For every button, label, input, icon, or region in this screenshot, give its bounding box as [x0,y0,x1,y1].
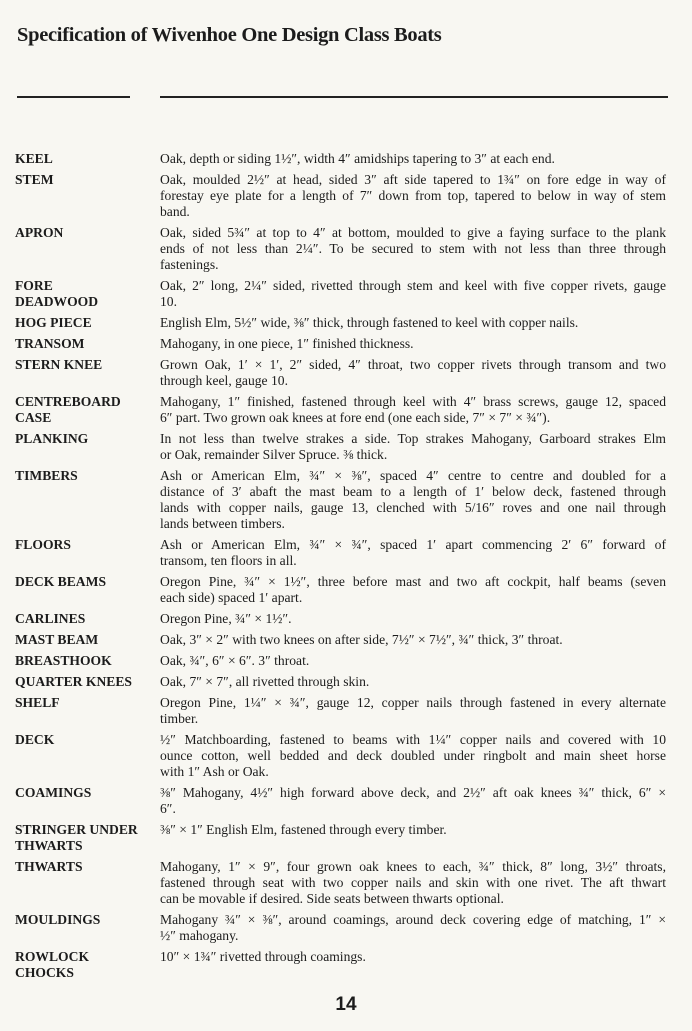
spec-row [15,574,667,606]
spec-description [160,674,666,690]
spec-label-line: DEADWOOD [15,294,99,309]
spec-description-line: Ash or American Elm, ¾″ × ¾″, spaced 1′ apart commencing 2′ 6″ forward of [160,537,666,552]
spec-description [160,695,666,727]
spec-label-line: ROWLOCK [15,949,90,964]
spec-label-line: CENTREBOARD [15,394,121,409]
spec-label [15,172,160,220]
spec-row [15,394,667,426]
spec-description-line: each side) spaced 1′ apart. [160,590,303,605]
spec-row [15,315,667,331]
spec-label-line: DECK [15,732,55,747]
spec-label-line: STERN KNEE [15,357,103,372]
spec-description [160,394,666,426]
spec-label-line: HOG PIECE [15,315,92,330]
spec-description-line: ounce cotton, well bedded and deck doubled under ringbolt and main sheet horse [160,748,666,763]
page-title: Specification of Wivenhoe One Design Class Boats [17,24,442,46]
spec-label [15,859,160,907]
spec-description [160,912,666,944]
spec-description-line: Mahogany, 1″ × 9″, four grown oak knees to each, ¾″ thick, 8″ long, 3½″ throats, [160,859,666,874]
spec-description [160,537,666,569]
spec-row [15,912,667,944]
spec-description-line: English Elm, 5½″ wide, ⅜″ thick, through fastened to keel with copper nails. [160,315,579,330]
spec-description-line: Oregon Pine, ¾″ × 1½″, three before mast and two aft cockpit, half beams (seven [160,574,666,589]
spec-description-line: can be movable if desired. Side seats between thwarts optional. [160,891,504,906]
spec-description [160,431,666,463]
spec-label-line: FLOORS [15,537,71,552]
spec-label-line: PLANKING [15,431,89,446]
spec-label-line: MOULDINGS [15,912,101,927]
spec-description-line: ⅜″ × 1″ English Elm, fastened through every timber. [160,822,447,837]
spec-row [15,822,667,854]
spec-description [160,732,666,780]
spec-description-line: Ash or American Elm, ¾″ × ⅜″, spaced 4″ centre to centre and doubled for a [160,468,666,483]
spec-label-line: BREASTHOOK [15,653,112,668]
spec-row [15,611,667,627]
spec-description [160,172,666,220]
spec-row [15,278,667,310]
spec-label-line: THWARTS [15,859,83,874]
spec-label-line: CHOCKS [15,965,74,980]
spec-label [15,336,160,352]
spec-row [15,732,667,780]
spec-description-line: transom, ten floors in all. [160,553,297,568]
spec-row [15,431,667,463]
spec-label-line: FORE [15,278,53,293]
spec-label [15,537,160,569]
spec-label [15,574,160,606]
spec-description [160,822,666,854]
spec-label [15,468,160,532]
spec-description-line: 6″. [160,801,176,816]
spec-label [15,151,160,167]
spec-description-line: Mahogany, 1″ finished, fastened through keel with 4″ brass screws, gauge 12, spaced [160,394,666,409]
spec-row [15,537,667,569]
spec-description-line: fastenings. [160,257,219,272]
spec-label [15,225,160,273]
spec-label [15,785,160,817]
spec-description-line: Grown Oak, 1′ × 1′, 2″ sided, 4″ throat, two copper rivets through transom and two [160,357,666,372]
spec-description-line: Oak, 7″ × 7″, all rivetted through skin. [160,674,370,689]
spec-label-line: APRON [15,225,64,240]
spec-label-line: THWARTS [15,838,83,853]
spec-description [160,785,666,817]
spec-label [15,949,160,981]
spec-description [160,278,666,310]
spec-description-line: timber. [160,711,199,726]
spec-description-line: ends of not less than 2¼″. To be secured to stem with not less than three through [160,241,666,256]
spec-label [15,611,160,627]
spec-description-line: ½″ Matchboarding, fastened to beams with 1¼″ copper nails and covered with 10 [160,732,666,747]
spec-row [15,357,667,389]
spec-label-line: STRINGER UNDER [15,822,138,837]
spec-description [160,468,666,532]
spec-row [15,859,667,907]
spec-description [160,611,666,627]
spec-row [15,785,667,817]
page-number: 14 [335,994,357,1015]
spec-description-line: band. [160,204,190,219]
spec-description [160,653,666,669]
spec-description [160,336,666,352]
spec-label-line: DECK BEAMS [15,574,107,589]
spec-label [15,315,160,331]
spec-row [15,653,667,669]
spec-description-line: lands with copper nails, gauge 13, clenched with 5/16″ roves and one nail through [160,500,666,515]
spec-description-line: fastened through seat with two copper nails and skin with one rivet. The aft thwart [160,875,666,890]
spec-label-line: TIMBERS [15,468,78,483]
spec-description-line: Oak, depth or siding 1½″, width 4″ amidships tapering to 3″ at each end. [160,151,555,166]
spec-row [15,151,667,167]
spec-label [15,674,160,690]
spec-row [15,949,667,981]
spec-description-line: ½″ mahogany. [160,928,239,943]
spec-description-line: 10. [160,294,177,309]
spec-label-line: COAMINGS [15,785,92,800]
spec-description-line: Oak, moulded 2½″ at head, sided 3″ aft side tapered to 1¾″ on fore edge in way of [160,172,666,187]
spec-label [15,278,160,310]
right-divider [160,96,668,98]
spec-description-line: Mahogany ¾″ × ⅜″, around coamings, around deck covering edge of matching, 1″ × [160,912,666,927]
spec-row [15,172,667,220]
spec-description-line: In not less than twelve strakes a side. Top strakes Mahogany, Garboard strakes Elm [160,431,666,446]
spec-label [15,822,160,854]
spec-description [160,859,666,907]
spec-description-line: Oak, sided 5¾″ at top to 4″ at bottom, moulded to give a faying surface to the plank [160,225,666,240]
spec-description [160,151,666,167]
spec-label [15,431,160,463]
spec-description-line: Mahogany, in one piece, 1″ finished thickness. [160,336,414,351]
spec-label [15,912,160,944]
spec-label-line: MAST BEAM [15,632,99,647]
spec-description-line: lands between timbers. [160,516,285,531]
spec-label [15,632,160,648]
spec-description-line: ⅜″ Mahogany, 4½″ high forward above deck, and 2½″ aft oak knees ¾″ thick, 6″ × [160,785,666,800]
spec-description [160,632,666,648]
spec-description-line: distance of 3′ abaft the mast beam to a length of 1′ below deck, fastened through [160,484,666,499]
spec-label-line: TRANSOM [15,336,85,351]
spec-description-line: with 1″ Ash or Oak. [160,764,269,779]
spec-description [160,225,666,273]
spec-description-line: 10″ × 1¾″ rivetted through coamings. [160,949,366,964]
spec-description-line: 6″ part. Two grown oak knees at fore end (one each side, 7″ × 7″ × ¾″). [160,410,551,425]
spec-row [15,632,667,648]
spec-description-line: or Oak, remainder Silver Spruce. ⅜ thick. [160,447,388,462]
spec-label-line: CASE [15,410,52,425]
spec-row [15,674,667,690]
spec-description-line: Oak, 2″ long, 2¼″ sided, rivetted through stem and keel with five copper rivets, gauge [160,278,666,293]
spec-label-line: KEEL [15,151,53,166]
spec-label-line: STEM [15,172,54,187]
spec-description [160,315,666,331]
spec-description [160,949,666,981]
spec-label [15,695,160,727]
spec-label-line: CARLINES [15,611,86,626]
spec-row [15,225,667,273]
spec-description [160,357,666,389]
spec-label [15,394,160,426]
spec-label [15,357,160,389]
spec-label [15,732,160,780]
spec-row [15,695,667,727]
spec-row [15,468,667,532]
spec-label-line: SHELF [15,695,60,710]
spec-description-line: Oak, ¾″, 6″ × 6″. 3″ throat. [160,653,310,668]
spec-label [15,653,160,669]
spec-label-line: QUARTER KNEES [15,674,132,689]
left-divider [17,96,130,98]
spec-description-line: Oregon Pine, 1¼″ × ¾″, gauge 12, copper nails through fastened in every alternate [160,695,666,710]
spec-description-line: through keel, gauge 10. [160,373,288,388]
spec-description [160,574,666,606]
spec-description-line: Oregon Pine, ¾″ × 1½″. [160,611,292,626]
specification-list [15,151,667,986]
spec-description-line: forestay eye plate for a length of 7″ down from top, tapered to below in way of stem [160,188,666,203]
spec-row [15,336,667,352]
spec-description-line: Oak, 3″ × 2″ with two knees on after side, 7½″ × 7½″, ¾″ thick, 3″ throat. [160,632,563,647]
